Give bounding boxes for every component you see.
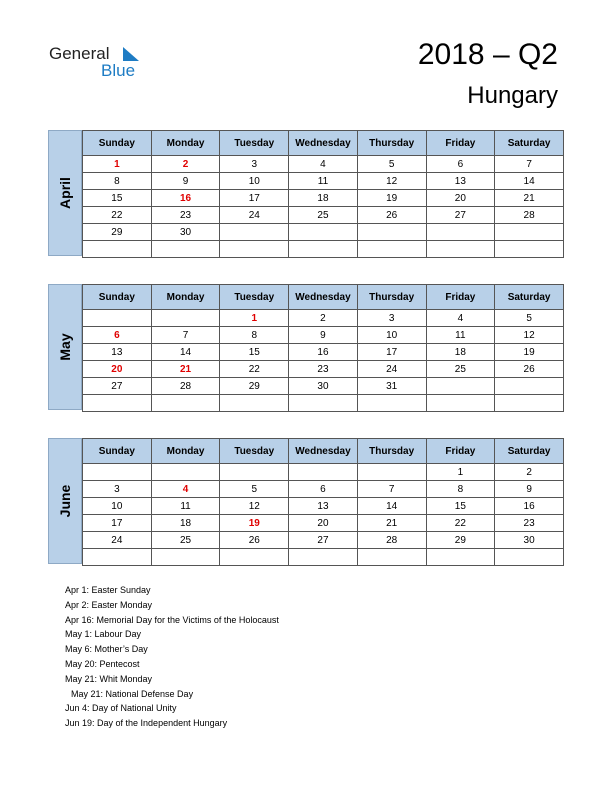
day-cell <box>495 224 564 241</box>
day-cell <box>426 395 495 412</box>
holiday-note: May 6: Mother’s Day <box>65 644 148 655</box>
day-cell <box>495 549 564 566</box>
day-cell <box>151 549 220 566</box>
day-cell: 5 <box>357 156 426 173</box>
day-cell: 19 <box>220 515 289 532</box>
day-cell: 19 <box>357 190 426 207</box>
holiday-note: Apr 16: Memorial Day for the Victims of the Holocaust <box>65 614 279 625</box>
day-cell: 20 <box>289 515 358 532</box>
week-row <box>83 241 564 258</box>
day-cell <box>151 310 220 327</box>
holiday-notes <box>65 583 279 731</box>
day-cell: 13 <box>426 173 495 190</box>
day-cell: 18 <box>426 344 495 361</box>
week-row <box>83 395 564 412</box>
day-cell <box>357 549 426 566</box>
day-cell: 7 <box>495 156 564 173</box>
weekday-header: Friday <box>426 439 495 464</box>
week-row <box>83 532 564 549</box>
day-cell: 12 <box>357 173 426 190</box>
week-row <box>83 173 564 190</box>
holiday-note: May 1: Labour Day <box>65 629 142 640</box>
day-cell: 13 <box>83 344 152 361</box>
day-cell: 25 <box>426 361 495 378</box>
day-cell: 26 <box>220 532 289 549</box>
day-cell: 28 <box>357 532 426 549</box>
day-cell: 1 <box>220 310 289 327</box>
day-cell: 17 <box>357 344 426 361</box>
weekday-header: Monday <box>151 439 220 464</box>
day-cell <box>83 395 152 412</box>
day-cell <box>289 549 358 566</box>
week-row <box>83 464 564 481</box>
weekday-header: Thursday <box>357 439 426 464</box>
weekday-header: Friday <box>426 285 495 310</box>
holiday-note: May 20: Pentecost <box>65 658 140 669</box>
weekday-header: Tuesday <box>220 131 289 156</box>
country-name: Hungary <box>467 82 558 109</box>
logo-triangle-icon <box>123 47 139 61</box>
day-cell <box>426 241 495 258</box>
day-cell: 21 <box>151 361 220 378</box>
day-cell: 28 <box>151 378 220 395</box>
day-cell: 24 <box>83 532 152 549</box>
day-cell <box>289 241 358 258</box>
day-cell <box>495 241 564 258</box>
day-cell: 24 <box>220 207 289 224</box>
holiday-note: Jun 19: Day of the Independent Hungary <box>65 718 228 729</box>
day-cell: 4 <box>426 310 495 327</box>
day-cell <box>83 310 152 327</box>
week-row <box>83 549 564 566</box>
day-cell: 14 <box>151 344 220 361</box>
weekday-header: Wednesday <box>289 285 358 310</box>
day-cell <box>220 464 289 481</box>
day-cell: 28 <box>495 207 564 224</box>
day-cell: 2 <box>495 464 564 481</box>
day-cell <box>426 549 495 566</box>
weekday-header: Tuesday <box>220 285 289 310</box>
day-cell: 29 <box>83 224 152 241</box>
day-cell: 3 <box>220 156 289 173</box>
day-cell: 17 <box>83 515 152 532</box>
week-row <box>83 224 564 241</box>
day-cell: 18 <box>151 515 220 532</box>
day-cell: 7 <box>357 481 426 498</box>
day-cell: 16 <box>151 190 220 207</box>
day-cell: 1 <box>426 464 495 481</box>
calendar-table <box>82 130 564 258</box>
day-cell: 15 <box>426 498 495 515</box>
holiday-note: Jun 4: Day of National Unity <box>65 703 177 714</box>
day-cell: 30 <box>289 378 358 395</box>
month-block-may <box>48 284 564 410</box>
day-cell: 2 <box>289 310 358 327</box>
day-cell <box>220 241 289 258</box>
day-cell: 6 <box>289 481 358 498</box>
day-cell <box>357 464 426 481</box>
week-row <box>83 498 564 515</box>
week-row <box>83 344 564 361</box>
month-name: May <box>57 333 73 361</box>
day-cell <box>495 378 564 395</box>
week-row <box>83 378 564 395</box>
day-cell: 27 <box>426 207 495 224</box>
week-row <box>83 156 564 173</box>
day-cell: 21 <box>357 515 426 532</box>
day-cell: 4 <box>151 481 220 498</box>
day-cell: 29 <box>220 378 289 395</box>
day-cell: 11 <box>151 498 220 515</box>
day-cell: 31 <box>357 378 426 395</box>
week-row <box>83 310 564 327</box>
holiday-note: May 21: National Defense Day <box>71 688 194 699</box>
day-cell: 3 <box>83 481 152 498</box>
day-cell: 12 <box>220 498 289 515</box>
day-cell: 2 <box>151 156 220 173</box>
weekday-header: Sunday <box>83 439 152 464</box>
day-cell <box>83 464 152 481</box>
day-cell <box>83 549 152 566</box>
weekday-header: Monday <box>151 285 220 310</box>
day-cell <box>83 241 152 258</box>
month-block-june <box>48 438 564 564</box>
weekday-header-row <box>83 285 564 310</box>
day-cell: 9 <box>289 327 358 344</box>
day-cell: 23 <box>151 207 220 224</box>
day-cell <box>151 395 220 412</box>
weekday-header-row <box>83 439 564 464</box>
weekday-header: Tuesday <box>220 439 289 464</box>
day-cell: 1 <box>83 156 152 173</box>
day-cell: 8 <box>83 173 152 190</box>
day-cell: 9 <box>151 173 220 190</box>
day-cell: 29 <box>426 532 495 549</box>
day-cell <box>289 224 358 241</box>
week-row <box>83 361 564 378</box>
day-cell: 8 <box>426 481 495 498</box>
day-cell: 26 <box>357 207 426 224</box>
day-cell: 3 <box>357 310 426 327</box>
day-cell: 6 <box>83 327 152 344</box>
day-cell: 21 <box>495 190 564 207</box>
day-cell: 22 <box>426 515 495 532</box>
day-cell <box>220 395 289 412</box>
day-cell: 15 <box>83 190 152 207</box>
week-row <box>83 190 564 207</box>
week-row <box>83 207 564 224</box>
day-cell: 16 <box>495 498 564 515</box>
day-cell: 13 <box>289 498 358 515</box>
month-label-box <box>48 130 82 256</box>
day-cell: 10 <box>220 173 289 190</box>
day-cell: 27 <box>83 378 152 395</box>
day-cell: 22 <box>220 361 289 378</box>
weekday-header: Thursday <box>357 285 426 310</box>
weekday-header: Wednesday <box>289 439 358 464</box>
generalblue-logo <box>49 44 149 84</box>
day-cell: 18 <box>289 190 358 207</box>
day-cell: 7 <box>151 327 220 344</box>
week-row <box>83 515 564 532</box>
weekday-header: Saturday <box>495 285 564 310</box>
month-name: April <box>57 177 73 209</box>
day-cell: 19 <box>495 344 564 361</box>
day-cell <box>357 241 426 258</box>
day-cell <box>289 464 358 481</box>
day-cell <box>220 549 289 566</box>
day-cell: 5 <box>220 481 289 498</box>
month-block-april <box>48 130 564 256</box>
month-name: June <box>57 484 73 518</box>
month-label-box <box>48 438 82 564</box>
day-cell: 24 <box>357 361 426 378</box>
month-label-box <box>48 284 82 410</box>
calendar-table <box>82 438 564 566</box>
day-cell: 25 <box>289 207 358 224</box>
day-cell: 27 <box>289 532 358 549</box>
day-cell: 6 <box>426 156 495 173</box>
day-cell: 17 <box>220 190 289 207</box>
day-cell <box>289 395 358 412</box>
day-cell <box>426 378 495 395</box>
day-cell <box>220 224 289 241</box>
weekday-header: Friday <box>426 131 495 156</box>
weekday-header: Saturday <box>495 131 564 156</box>
day-cell: 11 <box>289 173 358 190</box>
day-cell: 12 <box>495 327 564 344</box>
holiday-note: Apr 2: Easter Monday <box>65 599 153 610</box>
day-cell: 16 <box>289 344 358 361</box>
weekday-header: Sunday <box>83 131 152 156</box>
day-cell <box>151 464 220 481</box>
day-cell: 25 <box>151 532 220 549</box>
day-cell <box>426 224 495 241</box>
day-cell <box>357 395 426 412</box>
week-row <box>83 481 564 498</box>
day-cell: 9 <box>495 481 564 498</box>
day-cell: 23 <box>495 515 564 532</box>
logo-general-text: General <box>49 44 110 63</box>
logo-blue-text: Blue <box>101 61 136 80</box>
day-cell: 4 <box>289 156 358 173</box>
weekday-header: Thursday <box>357 131 426 156</box>
day-cell <box>357 224 426 241</box>
weekday-header: Saturday <box>495 439 564 464</box>
day-cell: 26 <box>495 361 564 378</box>
holiday-note: Apr 1: Easter Sunday <box>65 585 151 595</box>
weekday-header: Sunday <box>83 285 152 310</box>
day-cell: 11 <box>426 327 495 344</box>
day-cell <box>495 395 564 412</box>
day-cell: 30 <box>495 532 564 549</box>
day-cell: 8 <box>220 327 289 344</box>
calendar-table <box>82 284 564 412</box>
weekday-header: Monday <box>151 131 220 156</box>
day-cell <box>151 241 220 258</box>
day-cell: 20 <box>83 361 152 378</box>
day-cell: 15 <box>220 344 289 361</box>
day-cell: 5 <box>495 310 564 327</box>
day-cell: 23 <box>289 361 358 378</box>
weekday-header: Wednesday <box>289 131 358 156</box>
day-cell: 14 <box>357 498 426 515</box>
week-row <box>83 327 564 344</box>
day-cell: 30 <box>151 224 220 241</box>
day-cell: 20 <box>426 190 495 207</box>
page-title: 2018 – Q2 <box>417 38 558 71</box>
day-cell: 22 <box>83 207 152 224</box>
holiday-note: May 21: Whit Monday <box>65 673 153 684</box>
day-cell: 14 <box>495 173 564 190</box>
day-cell: 10 <box>357 327 426 344</box>
day-cell: 10 <box>83 498 152 515</box>
weekday-header-row <box>83 131 564 156</box>
